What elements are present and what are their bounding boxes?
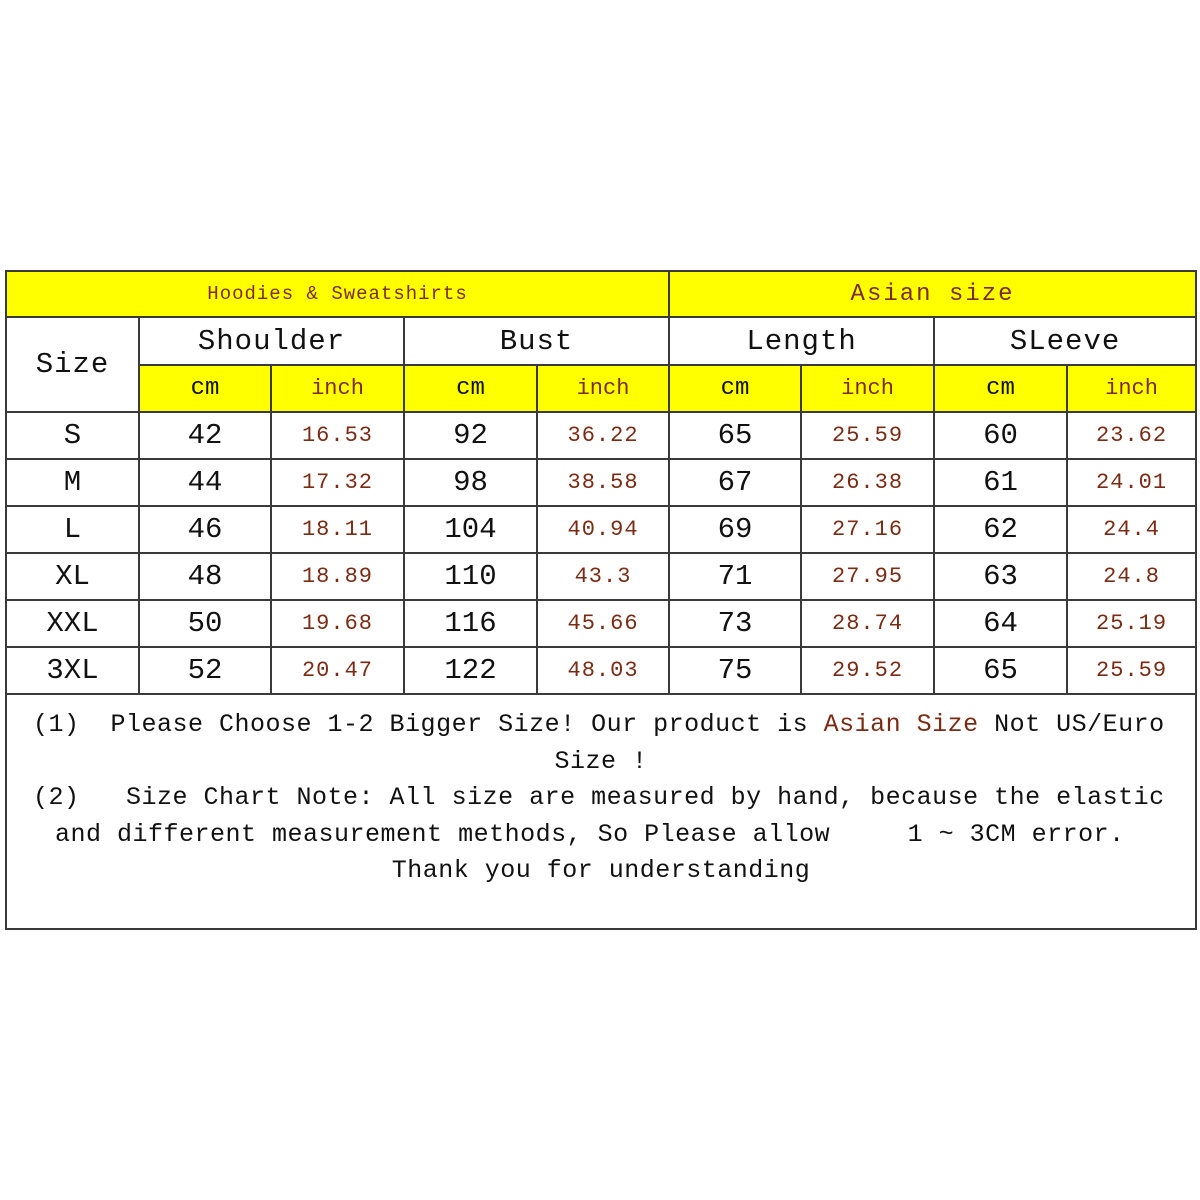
sleeve-cm-cell: 61 — [934, 459, 1067, 506]
units-header-row — [7, 365, 1195, 412]
sleeve-header: SLeeve — [934, 317, 1195, 365]
size-cell: XXL — [7, 600, 139, 647]
note-1-highlight: Asian Size — [823, 710, 979, 739]
unit-inch-label: inch — [801, 365, 934, 412]
note-1-suffix: Not US/Euro — [978, 710, 1165, 739]
bust-inch-cell: 40.94 — [537, 506, 669, 553]
unit-cm-label: cm — [934, 365, 1067, 412]
bust-cm-cell: 98 — [404, 459, 537, 506]
note-1-continuation: Size ! — [554, 746, 648, 776]
sleeve-cm-cell: 60 — [934, 412, 1067, 459]
bust-inch-cell: 43.3 — [537, 553, 669, 600]
shoulder-inch-cell: 20.47 — [271, 647, 404, 694]
note-2-line-3: Thank you for understanding — [391, 856, 811, 885]
table-row — [7, 506, 1195, 553]
length-inch-cell: 26.38 — [801, 459, 934, 506]
size-cell: L — [7, 506, 139, 553]
shoulder-inch-cell: 18.89 — [271, 553, 404, 600]
sleeve-cm-cell: 64 — [934, 600, 1067, 647]
size-data-rows — [7, 412, 1195, 694]
bust-inch-cell: 48.03 — [537, 647, 669, 694]
note-2-line-1: (2) Size Chart Note: All size are measured by hand, because the elastic — [33, 783, 1165, 812]
unit-cm-label: cm — [404, 365, 537, 412]
length-cm-cell: 65 — [669, 412, 801, 459]
sleeve-cm-cell: 63 — [934, 553, 1067, 600]
length-cm-cell: 73 — [669, 600, 801, 647]
sleeve-inch-cell: 24.4 — [1067, 506, 1195, 553]
measure-header-row — [7, 317, 1195, 365]
notes — [7, 707, 1195, 890]
size-cell: XL — [7, 553, 139, 600]
bust-cm-cell: 122 — [404, 647, 537, 694]
bust-inch-cell: 38.58 — [537, 459, 669, 506]
size-chart — [5, 270, 1197, 930]
length-inch-cell: 28.74 — [801, 600, 934, 647]
length-cm-cell: 71 — [669, 553, 801, 600]
banner-asian-size: Asian size — [669, 272, 1195, 317]
sleeve-cm-cell: 65 — [934, 647, 1067, 694]
shoulder-cm-cell: 50 — [139, 600, 271, 647]
bust-inch-cell: 45.66 — [537, 600, 669, 647]
length-inch-cell: 27.16 — [801, 506, 934, 553]
shoulder-inch-cell: 16.53 — [271, 412, 404, 459]
note-2-line-2: and different measurement methods, So Please allow 1 ~ 3CM error. — [55, 819, 1125, 849]
unit-cm-label: cm — [139, 365, 271, 412]
bust-cm-cell: 104 — [404, 506, 537, 553]
table-row — [7, 600, 1195, 647]
table-row — [7, 412, 1195, 459]
sleeve-inch-cell: 23.62 — [1067, 412, 1195, 459]
shoulder-cm-cell: 48 — [139, 553, 271, 600]
note-1-text: (1) Please Choose 1-2 Bigger Size! Our product is — [33, 710, 824, 739]
shoulder-cm-cell: 44 — [139, 459, 271, 506]
sleeve-inch-cell: 24.01 — [1067, 459, 1195, 506]
size-cell: S — [7, 412, 139, 459]
shoulder-cm-cell: 42 — [139, 412, 271, 459]
size-column-header: Size — [7, 317, 139, 412]
sleeve-inch-cell: 25.19 — [1067, 600, 1195, 647]
bust-cm-cell: 116 — [404, 600, 537, 647]
sleeve-inch-cell: 25.59 — [1067, 647, 1195, 694]
note-1 — [7, 707, 1195, 744]
shoulder-header: Shoulder — [139, 317, 404, 365]
length-inch-cell: 29.52 — [801, 647, 934, 694]
shoulder-inch-cell: 19.68 — [271, 600, 404, 647]
unit-inch-label: inch — [537, 365, 669, 412]
banner-product-type: Hoodies & Sweatshirts — [7, 272, 669, 317]
table-row — [7, 553, 1195, 600]
sleeve-inch-cell: 24.8 — [1067, 553, 1195, 600]
size-table — [7, 272, 1195, 695]
unit-inch-label: inch — [271, 365, 404, 412]
bust-cm-cell: 110 — [404, 553, 537, 600]
banner-row — [7, 272, 1195, 317]
shoulder-inch-cell: 18.11 — [271, 506, 404, 553]
length-inch-cell: 27.95 — [801, 553, 934, 600]
length-cm-cell: 75 — [669, 647, 801, 694]
shoulder-cm-cell: 46 — [139, 506, 271, 553]
length-inch-cell: 25.59 — [801, 412, 934, 459]
sleeve-cm-cell: 62 — [934, 506, 1067, 553]
bust-header: Bust — [404, 317, 669, 365]
unit-inch-label: inch — [1067, 365, 1195, 412]
bust-inch-cell: 36.22 — [537, 412, 669, 459]
length-header: Length — [669, 317, 934, 365]
size-cell: 3XL — [7, 647, 139, 694]
length-cm-cell: 69 — [669, 506, 801, 553]
unit-cm-label: cm — [669, 365, 801, 412]
table-row — [7, 459, 1195, 506]
length-cm-cell: 67 — [669, 459, 801, 506]
table-row — [7, 647, 1195, 694]
size-cell: M — [7, 459, 139, 506]
shoulder-cm-cell: 52 — [139, 647, 271, 694]
bust-cm-cell: 92 — [404, 412, 537, 459]
shoulder-inch-cell: 17.32 — [271, 459, 404, 506]
